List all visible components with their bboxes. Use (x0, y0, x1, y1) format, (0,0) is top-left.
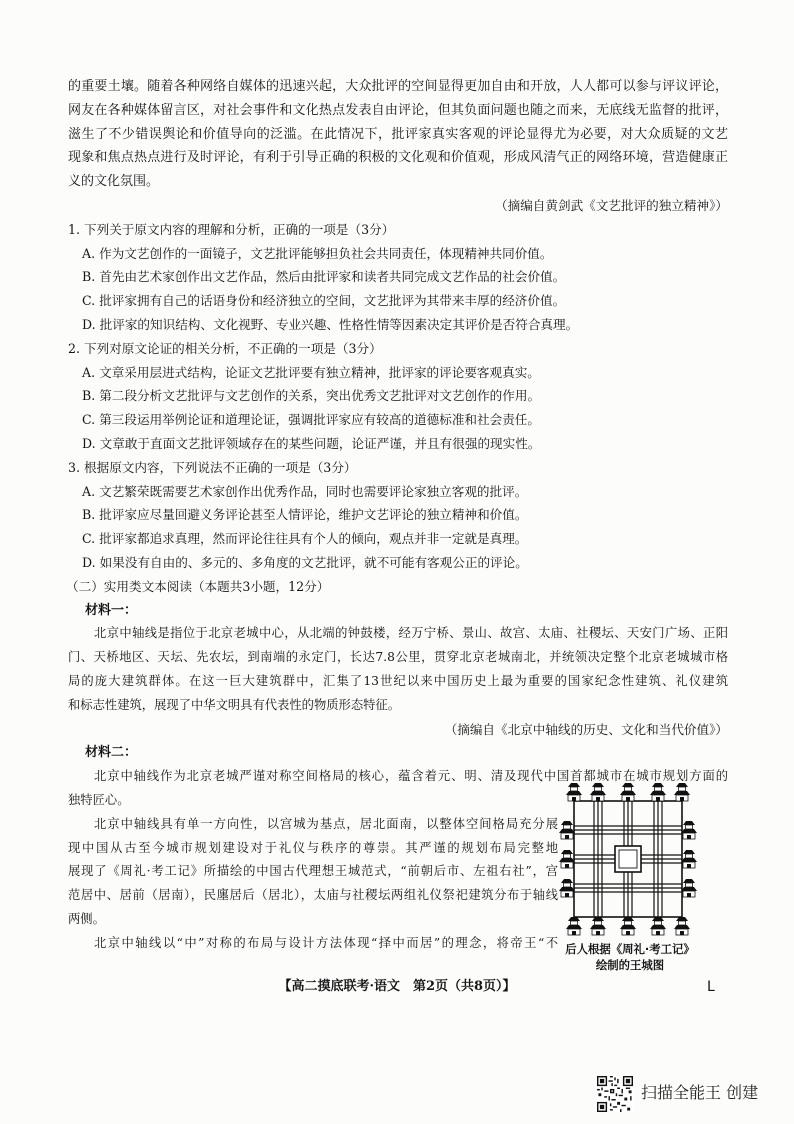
section-heading: （二）实用类文本阅读（本题共3小题，12分） (66, 578, 330, 594)
page-footer: 【高二摸底联考·语文 第2页（共8页）】 (278, 979, 516, 994)
figure-caption (560, 941, 700, 973)
gate-tower (650, 783, 666, 801)
gate-tower (650, 917, 666, 935)
palace-square (615, 846, 641, 872)
material-one-line: 和标志性建筑，展现了中华文明具有代表性的物质形态特征。 (68, 697, 401, 712)
passage-line: 现象和焦点热点进行及时评论，有利于引导正确的积极的文化观和价值观，形成风清气正的网络环境，营造健康正 (68, 150, 728, 166)
material-one-line: 北京中轴线是指位于北京老城中心，从北端的钟鼓楼，经万宁桥、景山、故宫、太庙、社稷坛、天安门广场、正阳 (94, 626, 728, 641)
material-two-line: 北京中轴线以“中”对称的布局与设计方法体现“择中而居”的理念，将帝王“不 (94, 935, 558, 950)
material-two-line: 两侧。 (68, 911, 105, 926)
question-3-option-c: C. 批评家都追求真理，然而评论往往具有个人的倾向，观点并非一定就是真理。 (82, 531, 528, 547)
question-2-option-a: A. 文章采用层进式结构，论证文艺批评要有独立精神，批评家的评论要客观真实。 (82, 364, 540, 380)
question-1-option-a: A. 作为文艺创作的一面镜子，文艺批评能够担负社会共同责任，体现精神共同价值。 (82, 245, 553, 261)
gate-tower (674, 917, 690, 935)
passage-line: 的重要土壤。随着各种网络自媒体的迅速兴起，大众批评的空间显得更加自由和开放，人人都可以参与评议评论， (68, 79, 728, 94)
material-one-line: 门、天桥地区、天坛、先农坛，到南端的永定门，长达7.8公里，贯穿北京老城南北，并统领决定整个北京老城城市格 (68, 650, 728, 665)
question-3-stem: 3. 根据原文内容，下列说法不正确的一项是（3分） (68, 459, 357, 475)
question-3-option-a: A. 文艺繁荣既需要艺术家创作出优秀作品，同时也需要评论家独立客观的批评。 (82, 483, 528, 499)
corner-mark: L (707, 979, 715, 995)
passage-line: 网友在各种媒体留言区，对社会事件和文化热点发表自由评论，但其负面问题也随之而来，无底线无监督的批评， (68, 102, 728, 118)
gate-tower (674, 783, 690, 801)
gate-tower (681, 821, 697, 839)
passage-source: （摘编自黄剑武《文艺批评的独立精神》） (495, 197, 728, 213)
gate-tower (559, 821, 575, 839)
question-1-option-b: B. 首先由艺术家创作出文艺作品，然后由批评家和读者共同完成文艺作品的社会价值。 (82, 269, 566, 285)
material-one-source: （摘编自《北京中轴线的历史、文化和当代价值》） (444, 721, 728, 737)
gate-tower (620, 783, 636, 801)
passage-line: 滋生了不少错误舆论和价值导向的泛滥。在此情况下，批评家真实客观的评论显得尤为必要，对大众质疑的文艺 (68, 126, 728, 142)
material-two-line: 北京中轴线具有单一方向性，以宫城为基点，居北面南，以整体空间格局充分展 (94, 816, 558, 831)
question-3-option-d: D. 如果没有自由的、多元的、多角度的文艺批评，就不可能有客观公正的评论。 (82, 554, 528, 570)
gate-tower (681, 850, 697, 868)
gate-tower (590, 917, 606, 935)
scanner-watermark: 扫描全能王 创建 (641, 1083, 759, 1102)
gate-tower (681, 879, 697, 897)
material-two-line: 范居中、居前（居南），民廛居后（居北），太庙与社稷坛两组礼仪祭祀建筑分布于轴线 (68, 888, 558, 903)
material-one-line: 局的庞大建筑群体。在这一巨大建筑群中，汇集了13世纪以来中国历史上最为重要的国家纪念性建筑、礼仪建筑 (68, 673, 728, 688)
material-two-line: 现中国从古至今城市规划建设对于礼仪与秩序的尊崇。其严谨的规划布局完整地 (68, 840, 558, 855)
qr-code-icon (597, 1076, 633, 1112)
question-3-option-b: B. 批评家应尽量回避义务评论甚至人情评论，维护文艺评论的独立精神和价值。 (82, 507, 528, 523)
material-two-line: 独特匠心。 (68, 792, 130, 807)
material-two-line: 展现了《周礼·考工记》所描绘的中国古代理想王城范式，“前朝后市、左祖右社”，宫 (68, 864, 558, 879)
question-2-option-d: D. 文章敢于直面文艺批评领域存在的某些问题，论证严谨，并且有很强的现实性。 (82, 435, 541, 451)
royal-city-diagram (558, 775, 698, 943)
material-one-label: 材料一： (85, 602, 138, 618)
material-two-line: 北京中轴线作为北京老城严谨对称空间格局的核心，蕴含着元、明、清及现代中国首都城市在城市规划方面的 (94, 769, 728, 784)
gate-tower (566, 783, 582, 801)
gate-tower (559, 850, 575, 868)
question-1-stem: 1. 下列关于原文内容的理解和分析，正确的一项是（3分） (68, 221, 395, 237)
gate-tower (559, 879, 575, 897)
question-2-stem: 2. 下列对原文论证的相关分析，不正确的一项是（3分） (68, 340, 382, 356)
gate-tower (590, 783, 606, 801)
material-two-label: 材料二： (85, 745, 138, 761)
question-1-option-d: D. 批评家的知识结构、文化视野、专业兴趣、性格性情等因素决定其评价是否符合真理。 (82, 316, 579, 332)
gate-tower (620, 917, 636, 935)
question-1-option-c: C. 批评家拥有自己的话语身份和经济独立的空间，文艺批评为其带来丰厚的经济价值。 (82, 293, 566, 309)
figure-caption-line: 后人根据《周礼·考工记》 (565, 942, 695, 956)
question-2-option-c: C. 第三段运用举例论证和道理论证，强调批评家应有较高的道德标准和社会责任。 (82, 412, 540, 428)
passage-line: 义的文化氛围。 (68, 174, 160, 190)
gate-tower (566, 917, 582, 935)
question-2-option-b: B. 第二段分析文艺批评与文艺创作的关系，突出优秀文艺批评对文艺创作的作用。 (82, 388, 541, 404)
figure-caption-line: 绘制的王城图 (595, 958, 665, 972)
